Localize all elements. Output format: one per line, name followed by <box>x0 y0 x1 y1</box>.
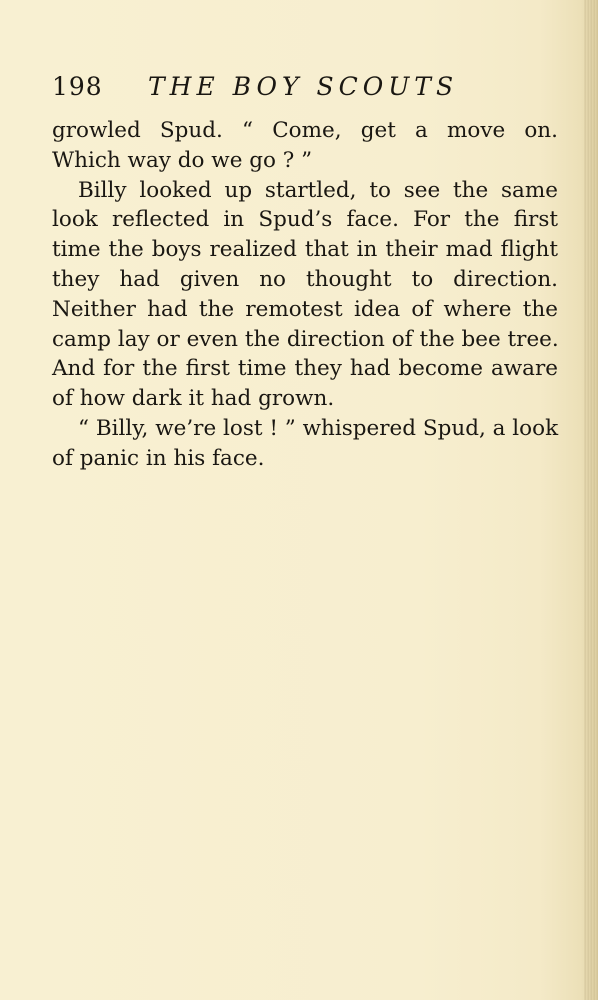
page-number: 198 <box>52 72 103 101</box>
text-line: “ Billy, we’re lost ! ” whispered Spud, a look <box>78 415 559 441</box>
body-text <box>52 116 558 474</box>
page-edge <box>584 0 598 1000</box>
text-line: camp lay or even the direction of the bee tree. <box>52 326 559 352</box>
text-line: of how dark it had grown. <box>52 386 335 412</box>
text-line: time the boys realized that in their mad flight <box>52 237 558 263</box>
text-line: Neither had the remotest idea of where the <box>52 296 558 322</box>
text-line: of panic in his face. <box>52 445 265 471</box>
text-line: growled Spud. “ Come, get a move on. <box>52 118 558 143</box>
page-header <box>52 72 472 108</box>
running-title: THE BOY SCOUTS <box>148 72 459 101</box>
text-line: look reflected in Spud’s face. For the first <box>52 207 558 233</box>
text-line: And for the first time they had become aware <box>52 356 558 382</box>
text-line: they had given no thought to direction. <box>52 266 558 292</box>
text-line: Billy looked up startled, to see the same <box>78 177 558 203</box>
text-line: Which way do we go ? ” <box>52 147 313 173</box>
